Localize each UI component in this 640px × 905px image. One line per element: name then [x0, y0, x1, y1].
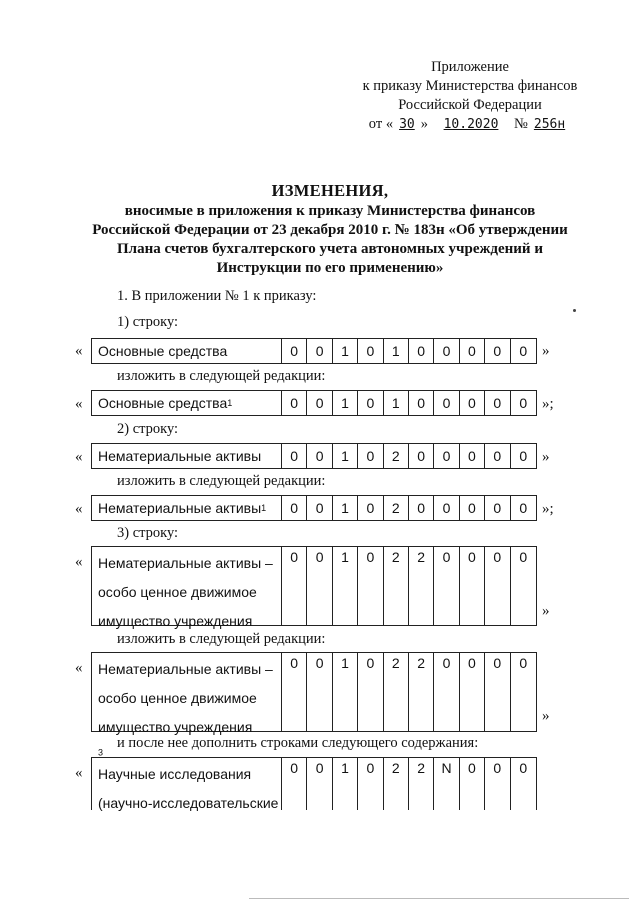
code-digit: 2	[384, 758, 409, 810]
code-digit: 0	[358, 653, 383, 731]
code-digit: 0	[307, 653, 332, 731]
code-digit: 0	[485, 758, 510, 810]
code-digit: 0	[282, 496, 307, 520]
account-name: Нематериальные активы 1	[92, 496, 282, 520]
paragraph-restate-3: изложить в следующей редакции:	[117, 631, 326, 647]
close-quote: »	[542, 449, 550, 465]
code-digit: 2	[384, 496, 409, 520]
date-month-year: 10.2020	[443, 117, 499, 132]
account-code	[282, 547, 536, 625]
code-digit: 1	[384, 339, 409, 363]
title-line-4: Инструкции по его применению»	[216, 260, 444, 276]
code-digit: 0	[485, 653, 510, 731]
code-digit: 1	[333, 758, 358, 810]
code-digit: 0	[485, 547, 510, 625]
close-quote: »	[542, 603, 550, 619]
code-digit: 0	[519, 500, 528, 516]
account-code	[282, 444, 536, 468]
code-digit: 0	[307, 391, 332, 415]
code-digit: 1	[384, 391, 409, 415]
code-digit: 0	[282, 653, 307, 731]
account-row	[91, 338, 537, 364]
code-digit: 0	[409, 444, 434, 468]
open-quote: «	[75, 396, 83, 412]
code-digit: 2	[409, 758, 434, 810]
paragraph-1: 1. В приложении № 1 к приказу:	[117, 288, 317, 304]
code-digit: 0	[460, 653, 485, 731]
code-digit: 0	[434, 496, 459, 520]
account-name: Научные исследования (научно-исследовательские	[92, 758, 282, 810]
close-quote: »	[542, 708, 550, 724]
code-digit: 2	[409, 547, 434, 625]
code-digit: 0	[307, 547, 332, 625]
date-mid: »	[420, 116, 428, 132]
code-digit: 0	[358, 339, 383, 363]
code-digit: 0	[358, 547, 383, 625]
code-digit: 0	[519, 760, 528, 776]
open-quote: «	[75, 501, 83, 517]
code-digit: 1	[333, 547, 358, 625]
code-digit: 0	[282, 547, 307, 625]
code-digit: 0	[519, 343, 528, 359]
code-digit: 1	[333, 496, 358, 520]
code-digit: 0	[307, 496, 332, 520]
close-quote: »	[542, 343, 550, 359]
code-digit: 0	[434, 653, 459, 731]
number-label: №	[514, 116, 528, 132]
code-digit: 2	[384, 547, 409, 625]
footnote-mark: 3	[98, 747, 104, 758]
code-digit: 0	[358, 496, 383, 520]
paragraph-restate-2: изложить в следующей редакции:	[117, 473, 326, 489]
code-digit: 0	[485, 496, 510, 520]
title-line-1: вносимые в приложения к приказу Министерства финансов	[124, 203, 536, 219]
order-number: 256н	[533, 117, 566, 132]
code-digit: 0	[358, 758, 383, 810]
open-quote: «	[75, 449, 83, 465]
appendix-label: Приложение	[431, 59, 509, 75]
code-digit: 0	[409, 391, 434, 415]
account-code	[282, 339, 536, 363]
scan-edge-line	[249, 898, 629, 899]
account-name: Основные средства	[92, 339, 282, 363]
code-digit: 0	[434, 444, 459, 468]
appendix-header	[340, 58, 600, 134]
code-digit: 0	[282, 339, 307, 363]
code-digit: 0	[460, 391, 485, 415]
code-digit: N	[434, 758, 459, 810]
open-quote: «	[75, 554, 83, 570]
close-quote-semicolon: »;	[542, 396, 554, 412]
code-digit: 0	[460, 758, 485, 810]
code-digit: 0	[409, 339, 434, 363]
account-row	[91, 757, 537, 810]
code-digit: 0	[460, 496, 485, 520]
code-digit: 2	[384, 444, 409, 468]
paragraph-restate-1: изложить в следующей редакции:	[117, 368, 326, 384]
code-digit: 0	[485, 339, 510, 363]
open-quote: «	[75, 343, 83, 359]
account-row	[91, 546, 537, 629]
code-digit: 0	[434, 339, 459, 363]
code-digit: 0	[282, 444, 307, 468]
code-digit: 1	[333, 444, 358, 468]
account-code	[282, 653, 536, 731]
code-digit: 0	[409, 496, 434, 520]
paragraph-item-2: 2) строку:	[117, 421, 179, 437]
account-code	[282, 391, 536, 415]
open-quote: «	[75, 765, 83, 781]
code-digit: 0	[485, 391, 510, 415]
account-name: Нематериальные активы – особо ценное движимое имущество учреждения	[92, 547, 282, 625]
paragraph-append: и после нее дополнить строками следующего содержания:	[117, 735, 479, 751]
code-digit: 2	[384, 653, 409, 731]
code-digit: 0	[282, 391, 307, 415]
code-digit: 0	[307, 444, 332, 468]
code-digit: 0	[434, 547, 459, 625]
code-digit: 0	[358, 391, 383, 415]
code-digit: 1	[333, 339, 358, 363]
code-digit: 0	[519, 395, 528, 411]
account-row	[91, 495, 537, 521]
date-day: 30	[399, 117, 415, 132]
code-digit: 0	[434, 391, 459, 415]
paragraph-item-3: 3) строку:	[117, 525, 179, 541]
account-row	[91, 443, 537, 469]
account-row	[91, 390, 537, 416]
account-name: Основные средства 1	[92, 391, 282, 415]
ministry-name: Российской Федерации	[398, 97, 542, 113]
title-line-2: Российской Федерации от 23 декабря 2010 г. № 183н «Об утверждении	[92, 222, 568, 238]
title-line-3: Плана счетов бухгалтерского учета автономных учреждений и	[117, 241, 543, 257]
code-digit: 0	[307, 339, 332, 363]
account-name: Нематериальные активы – особо ценное движимое имущество учреждения $^3$	[92, 653, 282, 731]
code-digit: 0	[307, 758, 332, 810]
code-digit: 0	[282, 758, 307, 810]
code-digit: 0	[519, 448, 528, 464]
code-digit: 0	[460, 547, 485, 625]
date-prefix: от «	[368, 116, 394, 132]
account-code	[282, 758, 536, 810]
code-digit: 2	[409, 653, 434, 731]
order-reference: к приказу Министерства финансов	[362, 78, 578, 94]
code-digit: 0	[358, 444, 383, 468]
code-digit: 0	[519, 549, 528, 565]
document-title	[60, 181, 600, 278]
scan-speck	[573, 309, 576, 312]
code-digit: 0	[519, 655, 528, 671]
account-name: Нематериальные активы	[92, 444, 282, 468]
code-digit: 1	[333, 653, 358, 731]
close-quote-semicolon: »;	[542, 501, 554, 517]
code-digit: 0	[460, 444, 485, 468]
code-digit: 0	[460, 339, 485, 363]
paragraph-item-1: 1) строку:	[117, 314, 179, 330]
title-heading: ИЗМЕНЕНИЯ,	[271, 181, 389, 200]
account-code	[282, 496, 536, 520]
code-digit: 0	[485, 444, 510, 468]
order-date-number	[340, 115, 600, 134]
code-digit: 1	[333, 391, 358, 415]
open-quote: «	[75, 660, 83, 676]
